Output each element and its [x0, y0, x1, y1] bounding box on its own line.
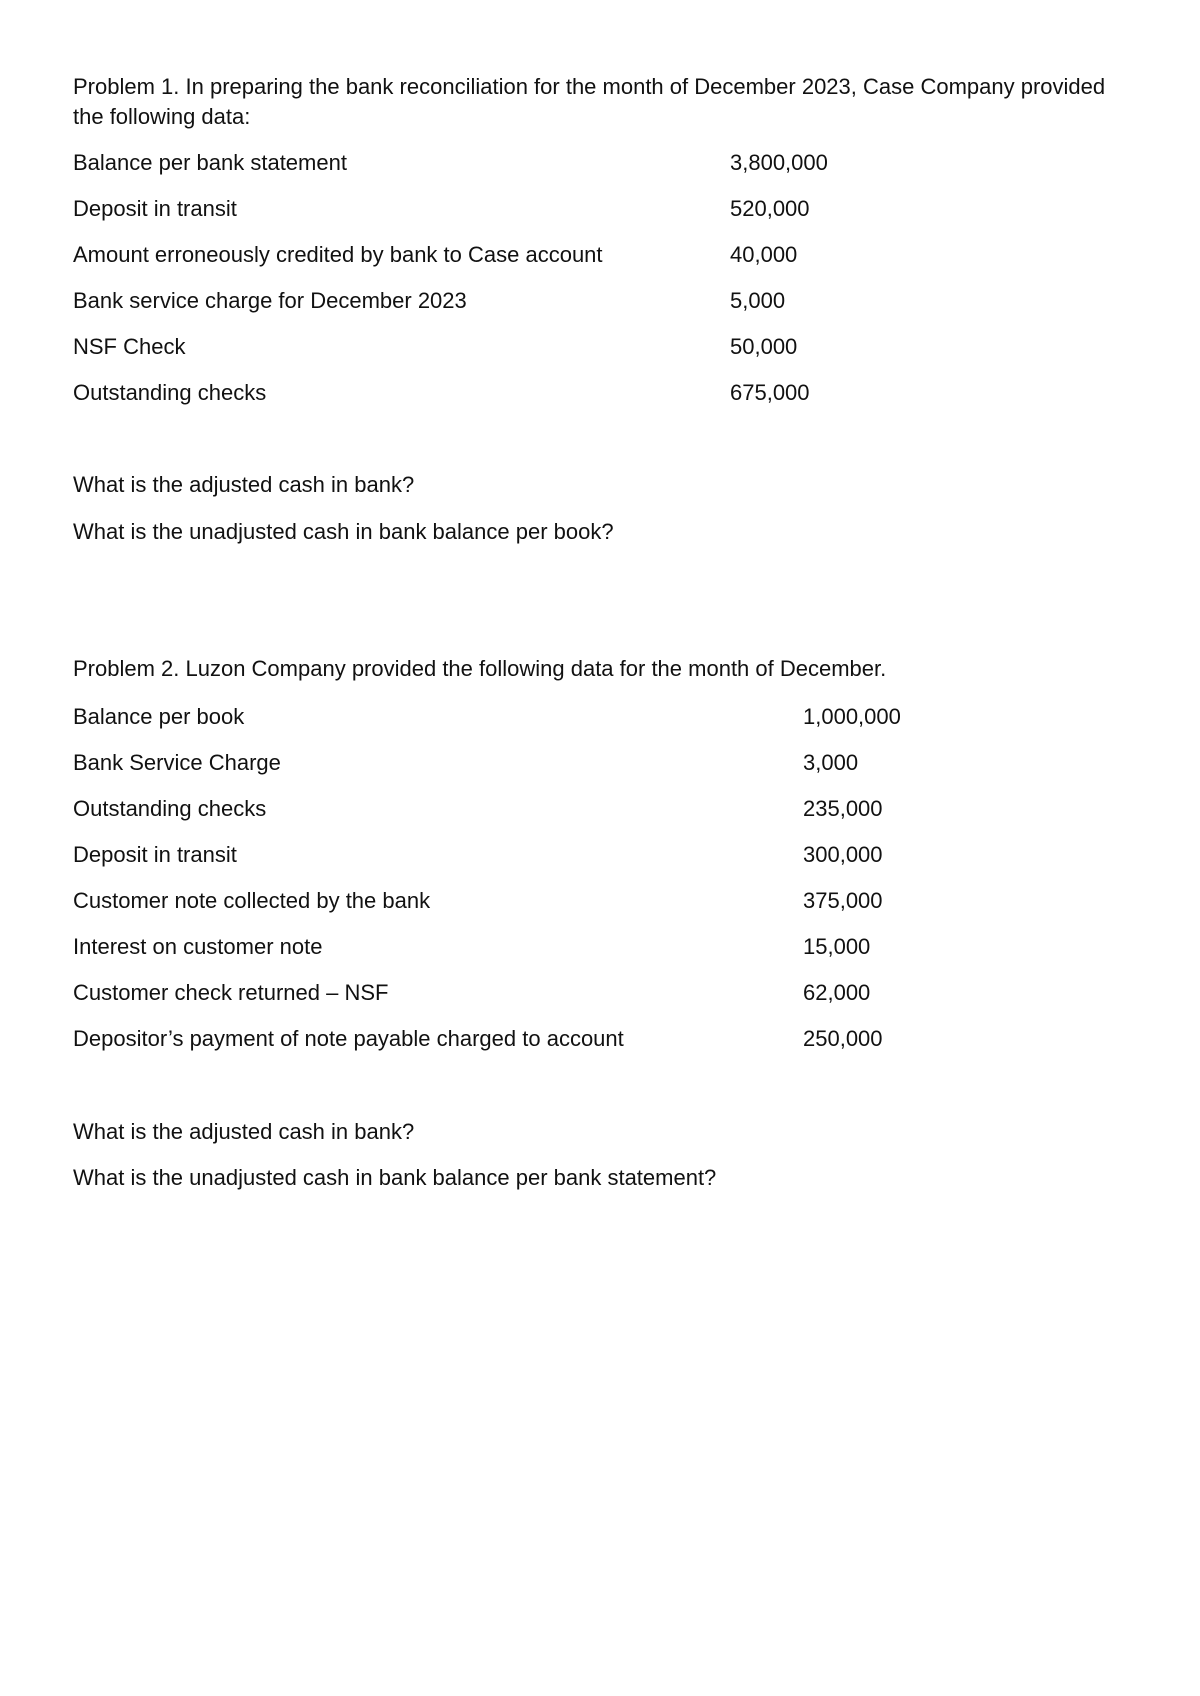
data-row: [73, 240, 1073, 286]
row-value: 3,800,000: [730, 150, 828, 175]
row-value: 375,000: [803, 888, 883, 913]
data-row: [73, 978, 1073, 1024]
row-value: 1,000,000: [803, 704, 901, 729]
row-label: Outstanding checks: [73, 796, 267, 821]
data-row: [73, 932, 1073, 978]
row-label: Interest on customer note: [73, 934, 323, 959]
row-label: Deposit in transit: [73, 842, 237, 867]
data-row: [73, 378, 1073, 424]
problem-1-intro: Problem 1. In preparing the bank reconciliation for the month of December 2023, Case Company provided the following data:: [73, 74, 1106, 130]
row-label: Balance per book: [73, 704, 245, 729]
data-row: [73, 886, 1073, 932]
row-label: Balance per bank statement: [73, 150, 347, 175]
problem-2-question-1: What is the adjusted cash in bank?: [73, 1119, 415, 1144]
problem-2-intro: Problem 2. Luzon Company provided the following data for the month of December.: [73, 656, 887, 681]
data-row: [73, 840, 1073, 886]
row-label: Depositor’s payment of note payable charged to account: [73, 1026, 624, 1051]
data-row: [73, 748, 1073, 794]
problem-2-data-table: [73, 702, 1073, 1070]
row-value: 300,000: [803, 842, 883, 867]
row-value: 40,000: [730, 242, 798, 267]
data-row: [73, 194, 1073, 240]
row-value: 62,000: [803, 980, 871, 1005]
row-value: 50,000: [730, 334, 798, 359]
data-row: [73, 286, 1073, 332]
problem-1-data-table: [73, 148, 1073, 424]
row-label: Customer check returned – NSF: [73, 980, 389, 1005]
row-value: 520,000: [730, 196, 810, 221]
problem-2-question-2: What is the unadjusted cash in bank balance per bank statement?: [73, 1165, 717, 1190]
data-row: [73, 702, 1073, 748]
row-label: Amount erroneously credited by bank to Case account: [73, 242, 603, 267]
row-label: Customer note collected by the bank: [73, 888, 431, 913]
row-value: 15,000: [803, 934, 871, 959]
data-row: [73, 1024, 1073, 1070]
data-row: [73, 794, 1073, 840]
row-value: 3,000: [803, 750, 859, 775]
row-label: Deposit in transit: [73, 196, 237, 221]
row-label: Bank service charge for December 2023: [73, 288, 467, 313]
row-value: 5,000: [730, 288, 786, 313]
row-label: Bank Service Charge: [73, 750, 281, 775]
row-label: Outstanding checks: [73, 380, 267, 405]
row-value: 250,000: [803, 1026, 883, 1051]
problem-1-question-1: What is the adjusted cash in bank?: [73, 472, 415, 497]
data-row: [73, 148, 1073, 194]
problem-1-question-2: What is the unadjusted cash in bank balance per book?: [73, 519, 614, 544]
row-value: 675,000: [730, 380, 810, 405]
row-label: NSF Check: [73, 334, 186, 359]
row-value: 235,000: [803, 796, 883, 821]
data-row: [73, 332, 1073, 378]
